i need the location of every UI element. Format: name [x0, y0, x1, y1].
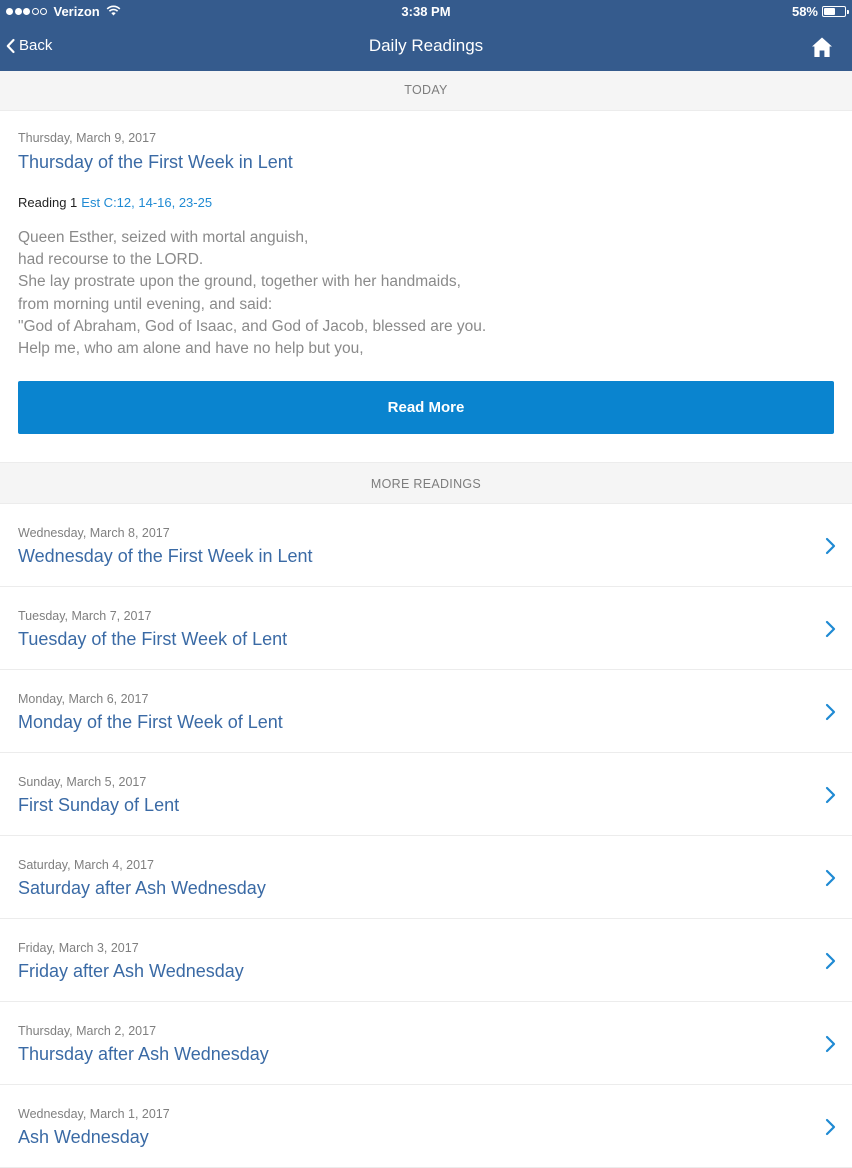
more-readings-list: [0, 504, 852, 1168]
excerpt-line: "God of Abraham, God of Isaac, and God of Jacob, blessed are you.: [18, 317, 487, 335]
item-title: First Sunday of Lent: [18, 795, 180, 815]
item-title: Tuesday of the First Week of Lent: [18, 629, 288, 649]
reading-reference-link[interactable]: Est C:12, 14-16, 23-25: [81, 195, 213, 210]
item-date: Friday, March 3, 2017: [18, 941, 139, 955]
item-date: Wednesday, March 8, 2017: [18, 526, 170, 540]
today-section-header: TODAY: [0, 71, 852, 111]
item-date: Thursday, March 2, 2017: [18, 1024, 157, 1038]
battery-icon: [822, 6, 846, 17]
status-right: [792, 4, 846, 19]
item-date: Tuesday, March 7, 2017: [18, 609, 152, 623]
excerpt-line: She lay prostrate upon the ground, together with her handmaids,: [18, 273, 461, 291]
reading-list-item[interactable]: [0, 1002, 852, 1085]
today-title[interactable]: Thursday of the First Week in Lent: [18, 152, 293, 172]
chevron-right-icon: [825, 952, 836, 970]
chevron-right-icon: [825, 1035, 836, 1053]
item-title: Thursday after Ash Wednesday: [18, 1044, 269, 1064]
item-date: Wednesday, March 1, 2017: [18, 1107, 170, 1121]
status-time: 3:38 PM: [401, 4, 451, 19]
item-title: Ash Wednesday: [18, 1127, 149, 1147]
chevron-right-icon: [825, 1118, 836, 1136]
home-button[interactable]: [811, 36, 833, 58]
read-more-button[interactable]: Read More: [18, 381, 834, 434]
more-readings-section-header: MORE READINGS: [0, 462, 852, 504]
item-date: Saturday, March 4, 2017: [18, 858, 154, 872]
item-title: Wednesday of the First Week in Lent: [18, 546, 313, 566]
chevron-right-icon: [825, 869, 836, 887]
item-date: Monday, March 6, 2017: [18, 692, 149, 706]
excerpt-line: had recourse to the LORD.: [18, 251, 204, 269]
status-bar: [0, 0, 852, 24]
top-bar: [0, 0, 852, 71]
reading-list-item[interactable]: [0, 1085, 852, 1168]
battery-percent: 58%: [791, 4, 818, 19]
back-label: Back: [19, 37, 53, 54]
excerpt-line: Help me, who am alone and have no help but you,: [18, 340, 364, 358]
chevron-right-icon: [825, 786, 836, 804]
item-title: Monday of the First Week of Lent: [18, 712, 283, 732]
navigation-bar: [0, 24, 852, 71]
excerpt-line: from morning until evening, and said:: [18, 295, 273, 313]
item-title: Saturday after Ash Wednesday: [18, 878, 266, 898]
reading-list-item[interactable]: [0, 504, 852, 587]
reading-label: Reading 1: [18, 195, 78, 210]
reading-list-item[interactable]: [0, 919, 852, 1002]
today-date: Thursday, March 9, 2017: [18, 131, 157, 145]
reading-excerpt: [18, 227, 818, 360]
chevron-right-icon: [825, 620, 836, 638]
item-title: Friday after Ash Wednesday: [18, 961, 244, 981]
reading-list-item[interactable]: [0, 753, 852, 836]
page-title: Daily Readings: [368, 36, 484, 55]
chevron-right-icon: [825, 537, 836, 555]
reading-line: [18, 195, 212, 210]
reading-list-item[interactable]: [0, 836, 852, 919]
home-icon: [811, 36, 833, 58]
reading-list-item[interactable]: [0, 670, 852, 753]
chevron-right-icon: [825, 703, 836, 721]
excerpt-line: Queen Esther, seized with mortal anguish,: [18, 229, 309, 246]
carrier-name: Verizon: [53, 4, 100, 19]
item-date: Sunday, March 5, 2017: [18, 775, 147, 789]
reading-list-item[interactable]: [0, 587, 852, 670]
